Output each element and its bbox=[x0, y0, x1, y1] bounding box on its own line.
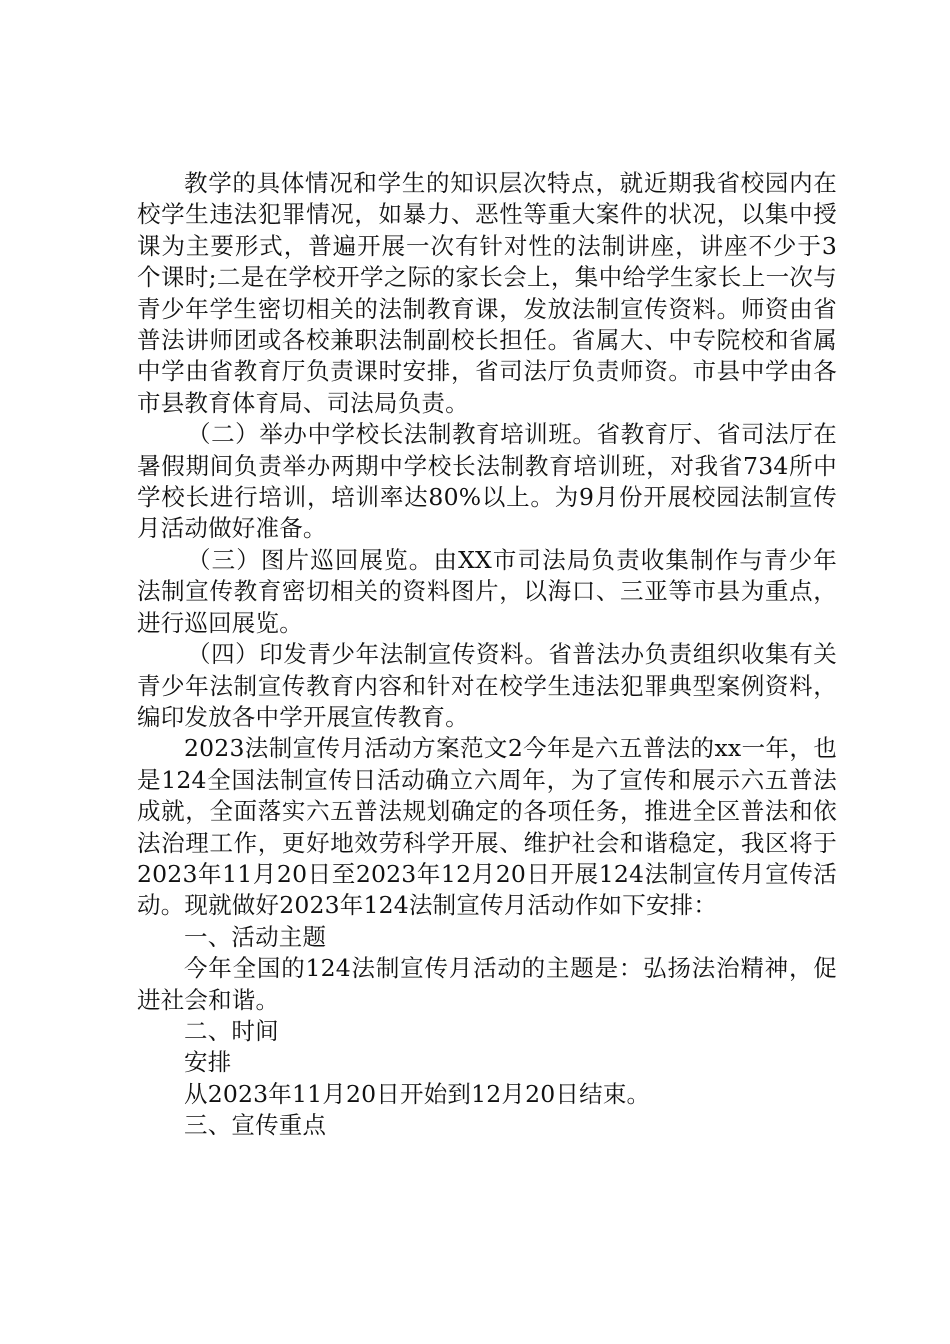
paragraph-teaching-arrangement: 教学的具体情况和学生的知识层次特点，就近期我省校园内在校学生违法犯罪情况，如暴力、恶性等重大案件的状况，以集中授课为主要形式，普遍开展一次有针对性的法制讲座，讲座不少于3个课时;二是在学校开学之际的家长会上，集中给学生家长上一次与青少年学生密切相关的法制教育课，发放法制宣传资料。师资由省普法讲师团或各校兼职法制副校长担任。省属大、中专院校和省属中学由省教育厅负责课时安排，省司法厅负责师资。市县中学由各市县教育体育局、司法局负责。 bbox=[137, 169, 837, 417]
document-body bbox=[137, 168, 837, 1142]
paragraph-principal-training: （二）举办中学校长法制教育培训班。省教育厅、省司法厅在暑假期间负责举办两期中学校长法制教育培训班，对我省734所中学校长进行培训，培训率达80%以上。为9月份开展校园法制宣传月活动做好准备。 bbox=[137, 420, 837, 543]
heading-publicity-focus: 三、宣传重点 bbox=[184, 1111, 327, 1140]
heading-time: 二、时间 bbox=[184, 1016, 279, 1045]
heading-arrangement: 安排 bbox=[184, 1048, 232, 1077]
paragraph-theme-text: 今年全国的124法制宣传月活动的主题是：弘扬法治精神，促进社会和谐。 bbox=[137, 954, 837, 1014]
paragraph-date-range: 从2023年11月20日开始到12月20日结束。 bbox=[184, 1079, 651, 1108]
paragraph-print-materials: （四）印发青少年法制宣传资料。省普法办负责组织收集有关青少年法制宣传教育内容和针对在校学生违法犯罪典型案例资料，编印发放各中学开展宣传教育。 bbox=[137, 640, 837, 731]
heading-activity-theme: 一、活动主题 bbox=[184, 922, 327, 951]
paragraph-plan-intro: 2023法制宣传月活动方案范文2今年是六五普法的xx一年，也是124全国法制宣传日活动确立六周年，为了宣传和展示六五普法成就，全面落实六五普法规划确定的各项任务，推进全区普法和依法治理工作，更好地效劳科学开展、维护社会和谐稳定，我区将于2023年11月20日至2023年12月20日开展124法制宣传月宣传活动。现就做好2023年124法制宣传月活动作如下安排： bbox=[137, 734, 837, 920]
paragraph-photo-exhibition: （三）图片巡回展览。由XX市司法局负责收集制作与青少年法制宣传教育密切相关的资料图片，以海口、三亚等市县为重点，进行巡回展览。 bbox=[137, 545, 837, 637]
